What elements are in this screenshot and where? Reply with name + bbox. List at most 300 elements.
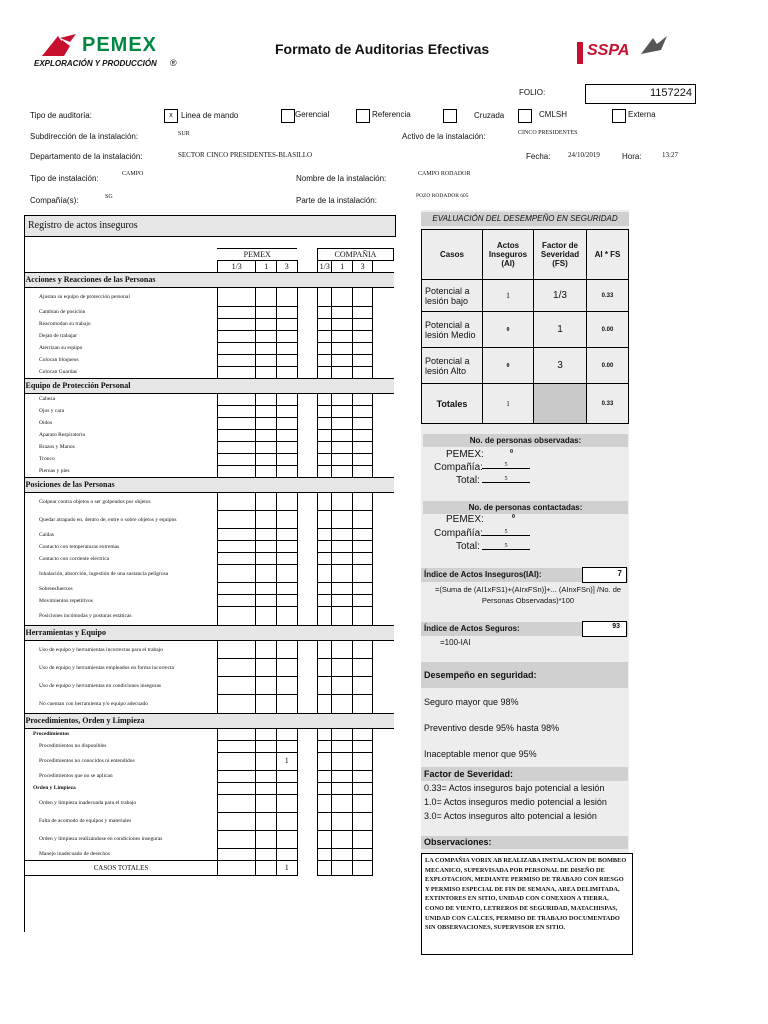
tally-cell[interactable] xyxy=(256,318,276,330)
tally-cell[interactable] xyxy=(317,659,331,677)
separator-cell xyxy=(297,770,317,782)
tally-cell[interactable] xyxy=(276,306,297,318)
tally-cell[interactable] xyxy=(317,342,331,354)
tally-cell[interactable] xyxy=(256,342,276,354)
tally-cell[interactable] xyxy=(317,640,331,659)
observaciones-box[interactable] xyxy=(421,853,633,955)
checkbox-referencia[interactable] xyxy=(356,109,370,123)
tally-cell[interactable] xyxy=(332,565,352,583)
tally-cell[interactable] xyxy=(276,511,297,529)
tally-cell[interactable] xyxy=(317,393,331,405)
separator-cell xyxy=(297,695,317,714)
tally-cell[interactable] xyxy=(276,595,297,607)
tally-cell[interactable] xyxy=(332,417,352,429)
tally-cell[interactable] xyxy=(276,405,297,417)
tally-cell[interactable] xyxy=(276,728,297,740)
tally-cell[interactable] xyxy=(276,342,297,354)
tally-cell[interactable] xyxy=(256,830,276,848)
section-title: Posiciones de las Personas xyxy=(25,477,394,492)
tally-cell[interactable] xyxy=(256,366,276,378)
tally-cell[interactable] xyxy=(332,752,352,770)
tally-cell[interactable] xyxy=(317,740,331,752)
tally-cell[interactable] xyxy=(352,511,372,529)
tally-cell[interactable] xyxy=(352,848,372,860)
separator-cell xyxy=(297,794,317,812)
ias-formula: =100-IAI xyxy=(440,638,471,647)
row-label: Oídos xyxy=(25,417,218,429)
tally-cell[interactable] xyxy=(256,860,276,875)
tally-cell[interactable] xyxy=(317,848,331,860)
tally-cell[interactable] xyxy=(317,541,331,553)
tally-cell[interactable] xyxy=(217,595,256,607)
tally-cell[interactable] xyxy=(276,553,297,565)
tally-cell[interactable] xyxy=(317,306,331,318)
tally-cell[interactable] xyxy=(217,848,256,860)
tally-cell[interactable] xyxy=(217,417,256,429)
tally-cell[interactable] xyxy=(332,529,352,541)
tally-cell[interactable] xyxy=(332,429,352,441)
separator-cell xyxy=(297,782,317,794)
hora-label: Hora: xyxy=(622,152,642,161)
tally-cell[interactable] xyxy=(256,405,276,417)
tally-cell[interactable] xyxy=(276,541,297,553)
tally-cell[interactable] xyxy=(352,752,372,770)
tally-cell[interactable] xyxy=(256,607,276,626)
checkbox-gerencial[interactable] xyxy=(281,109,295,123)
tally-cell[interactable] xyxy=(276,812,297,830)
tally-cell[interactable] xyxy=(332,366,352,378)
separator-cell xyxy=(297,441,317,453)
totals-value[interactable]: 1 xyxy=(276,860,297,875)
tally-cell[interactable] xyxy=(217,441,256,453)
tally-cell[interactable] xyxy=(332,728,352,740)
tally-cell[interactable] xyxy=(352,405,372,417)
tally-cell[interactable] xyxy=(332,794,352,812)
tally-cell[interactable] xyxy=(276,740,297,752)
tally-cell[interactable] xyxy=(276,607,297,626)
tally-cell[interactable] xyxy=(276,453,297,465)
tally-cell[interactable] xyxy=(317,794,331,812)
fecha-value: 24/10/2019 xyxy=(568,151,600,159)
tally-cell[interactable] xyxy=(217,529,256,541)
tally-cell[interactable] xyxy=(256,752,276,770)
tally-cell[interactable] xyxy=(317,565,331,583)
tally-cell[interactable] xyxy=(332,318,352,330)
tally-cell[interactable] xyxy=(256,492,276,511)
tally-cell[interactable] xyxy=(352,607,372,626)
tally-cell[interactable] xyxy=(332,595,352,607)
tally-cell[interactable] xyxy=(317,770,331,782)
tally-cell[interactable] xyxy=(256,354,276,366)
checkbox-cruzada[interactable] xyxy=(443,109,457,123)
tally-cell[interactable] xyxy=(317,453,331,465)
tally-cell[interactable] xyxy=(332,782,352,794)
tally-cell[interactable] xyxy=(256,393,276,405)
tally-cell[interactable] xyxy=(276,441,297,453)
separator-cell xyxy=(297,728,317,740)
tally-cell[interactable] xyxy=(256,659,276,677)
tally-cell[interactable] xyxy=(332,640,352,659)
tally-cell[interactable] xyxy=(256,782,276,794)
row-label: Golpear contra objetos o ser golpeados por objetos xyxy=(25,492,218,511)
tally-cell[interactable] xyxy=(217,740,256,752)
separator-cell xyxy=(297,752,317,770)
tally-cell[interactable] xyxy=(256,848,276,860)
tally-cell[interactable] xyxy=(256,640,276,659)
tally-cell[interactable] xyxy=(276,529,297,541)
tally-cell[interactable] xyxy=(256,429,276,441)
tally-cell[interactable] xyxy=(217,306,256,318)
tally-cell[interactable] xyxy=(352,465,372,477)
tally-cell[interactable] xyxy=(332,492,352,511)
fecha-label: Fecha: xyxy=(526,152,551,161)
tally-cell[interactable] xyxy=(256,728,276,740)
tally-cell[interactable] xyxy=(256,541,276,553)
tally-cell[interactable] xyxy=(217,752,256,770)
tally-cell[interactable] xyxy=(217,659,256,677)
tally-cell[interactable] xyxy=(217,492,256,511)
tally-cell[interactable] xyxy=(217,453,256,465)
tally-cell[interactable] xyxy=(217,860,256,875)
tally-cell[interactable] xyxy=(217,553,256,565)
tally-cell[interactable] xyxy=(276,782,297,794)
tally-cell[interactable] xyxy=(317,465,331,477)
tally-cell[interactable] xyxy=(352,583,372,595)
table-row xyxy=(25,640,394,659)
tally-cell[interactable] xyxy=(352,441,372,453)
row-label: Ojos y cara xyxy=(25,405,218,417)
checkbox-cmlsh[interactable] xyxy=(518,109,532,123)
separator-cell xyxy=(297,848,317,860)
tally-cell[interactable] xyxy=(317,330,331,342)
checkbox-externa[interactable] xyxy=(612,109,626,123)
tally-cell[interactable] xyxy=(276,354,297,366)
tally-cell[interactable] xyxy=(256,511,276,529)
tally-cell[interactable] xyxy=(352,794,372,812)
tally-cell[interactable] xyxy=(276,318,297,330)
tally-cell[interactable] xyxy=(332,354,352,366)
row-label: Procedimientos que no se aplican xyxy=(25,770,218,782)
table-row xyxy=(25,583,394,595)
contactadas-pemex: 0 xyxy=(512,514,515,520)
sspa-logo: SSPA xyxy=(575,34,675,70)
tally-cell[interactable] xyxy=(317,595,331,607)
tally-cell[interactable] xyxy=(317,366,331,378)
tally-cell[interactable] xyxy=(332,812,352,830)
row-label: Dejan de trabajar xyxy=(25,330,218,342)
table-row xyxy=(25,695,394,714)
tally-cell[interactable] xyxy=(332,405,352,417)
tally-cell[interactable] xyxy=(332,770,352,782)
table-row xyxy=(25,492,394,511)
tally-cell[interactable] xyxy=(332,288,352,307)
tally-cell[interactable] xyxy=(352,565,372,583)
tally-cell[interactable] xyxy=(276,848,297,860)
tally-cell[interactable] xyxy=(317,695,331,714)
tally-cell[interactable] xyxy=(276,640,297,659)
tally-cell[interactable] xyxy=(352,354,372,366)
tally-cell[interactable] xyxy=(256,695,276,714)
tally-cell[interactable] xyxy=(276,794,297,812)
tally-cell[interactable] xyxy=(332,860,352,875)
tally-cell[interactable] xyxy=(317,441,331,453)
tally-cell[interactable] xyxy=(352,830,372,848)
tally-cell[interactable] xyxy=(317,492,331,511)
tally-cell[interactable] xyxy=(217,830,256,848)
subsection-title: Orden y Limpieza xyxy=(25,782,218,794)
tally-cell[interactable] xyxy=(276,770,297,782)
tally-cell[interactable] xyxy=(317,288,331,307)
tally-cell[interactable] xyxy=(332,465,352,477)
nombre-instalacion-value: CAMPO RODADOR xyxy=(418,171,471,177)
tally-cell[interactable] xyxy=(217,583,256,595)
tally-cell[interactable] xyxy=(276,830,297,848)
tally-cell[interactable] xyxy=(217,330,256,342)
tally-cell[interactable] xyxy=(276,366,297,378)
tipo-instalacion-label: Tipo de instalación: xyxy=(30,174,99,183)
tally-cell[interactable] xyxy=(217,465,256,477)
folio-field[interactable]: 1157224 xyxy=(585,84,696,104)
tally-cell[interactable] xyxy=(332,330,352,342)
tally-cell[interactable] xyxy=(352,330,372,342)
tally-cell[interactable] xyxy=(332,659,352,677)
row-label: Uso de equipo y herramientas empleados en forma incorrecta xyxy=(25,659,218,677)
tally-cell[interactable] xyxy=(352,366,372,378)
tally-cell[interactable] xyxy=(317,830,331,848)
tally-cell[interactable] xyxy=(352,782,372,794)
tally-cell[interactable] xyxy=(256,306,276,318)
tally-cell[interactable] xyxy=(352,453,372,465)
tally-cell[interactable] xyxy=(317,417,331,429)
row-label: Aterrizan su equipo xyxy=(25,342,218,354)
desempeno-preventivo: Preventivo desde 95% hasta 98% xyxy=(424,723,560,733)
tally-cell[interactable] xyxy=(217,541,256,553)
ias-label: Índice de Actos Seguros: xyxy=(421,622,628,636)
subdireccion-value: SUR xyxy=(178,131,190,137)
tally-cell[interactable]: 1 xyxy=(276,752,297,770)
tally-cell[interactable] xyxy=(352,770,372,782)
tally-cell[interactable] xyxy=(217,677,256,695)
tally-cell[interactable] xyxy=(332,677,352,695)
tally-cell[interactable] xyxy=(352,306,372,318)
tally-cell[interactable] xyxy=(352,659,372,677)
tally-cell[interactable] xyxy=(352,728,372,740)
totals-label: CASOS TOTALES xyxy=(25,860,218,875)
tally-cell[interactable] xyxy=(217,607,256,626)
tally-cell[interactable] xyxy=(352,677,372,695)
tally-cell[interactable] xyxy=(256,812,276,830)
tally-cell[interactable] xyxy=(352,860,372,875)
tally-cell[interactable] xyxy=(332,607,352,626)
tally-cell[interactable] xyxy=(317,354,331,366)
tally-cell[interactable] xyxy=(217,342,256,354)
row-label: Inhalación, absorción, ingestión de una sustancia peligrosa xyxy=(25,565,218,583)
observadas-compania: 5 xyxy=(482,462,530,469)
tally-cell[interactable] xyxy=(352,417,372,429)
tally-cell[interactable] xyxy=(217,393,256,405)
separator-cell xyxy=(297,740,317,752)
table-row xyxy=(25,511,394,529)
tally-cell[interactable] xyxy=(217,366,256,378)
tally-cell[interactable] xyxy=(256,553,276,565)
separator-cell xyxy=(297,860,317,875)
totals-row xyxy=(25,860,394,875)
tally-cell[interactable] xyxy=(332,740,352,752)
row-label: Uso de equipo y herramientas incorrectas para el trabajo xyxy=(25,640,218,659)
tally-cell[interactable] xyxy=(317,860,331,875)
tally-cell[interactable] xyxy=(332,511,352,529)
separator-cell xyxy=(297,607,317,626)
table-row xyxy=(25,659,394,677)
tally-cell[interactable] xyxy=(276,417,297,429)
tally-cell[interactable] xyxy=(317,553,331,565)
tally-cell[interactable] xyxy=(217,695,256,714)
tally-cell[interactable] xyxy=(256,677,276,695)
tally-cell[interactable] xyxy=(256,453,276,465)
table-row xyxy=(25,677,394,695)
tally-cell[interactable] xyxy=(352,541,372,553)
tally-cell[interactable] xyxy=(332,306,352,318)
tally-cell[interactable] xyxy=(256,565,276,583)
table-row xyxy=(25,607,394,626)
tally-cell[interactable] xyxy=(317,752,331,770)
table-row xyxy=(25,405,394,417)
tally-cell[interactable] xyxy=(332,695,352,714)
tally-cell[interactable] xyxy=(256,740,276,752)
tally-cell[interactable] xyxy=(332,453,352,465)
registered-mark: ® xyxy=(170,58,177,68)
tally-cell[interactable] xyxy=(352,812,372,830)
tally-cell[interactable] xyxy=(276,695,297,714)
tally-cell[interactable] xyxy=(352,553,372,565)
tally-cell[interactable] xyxy=(352,529,372,541)
tally-cell[interactable] xyxy=(217,429,256,441)
pemex-group-header: PEMEX xyxy=(217,249,297,261)
tally-cell[interactable] xyxy=(276,659,297,677)
tally-cell[interactable] xyxy=(276,465,297,477)
row-label: Falta de acomodo de equipos y materiales xyxy=(25,812,218,830)
tally-cell[interactable] xyxy=(317,405,331,417)
tally-cell[interactable] xyxy=(352,393,372,405)
tally-cell[interactable] xyxy=(256,770,276,782)
tally-cell[interactable] xyxy=(317,529,331,541)
tally-cell[interactable] xyxy=(217,640,256,659)
tally-cell[interactable] xyxy=(276,677,297,695)
tipo-auditoria-label: Tipo de auditoría: xyxy=(30,111,92,120)
sspa-emblem-icon xyxy=(639,34,669,58)
tally-cell[interactable] xyxy=(352,492,372,511)
tally-cell[interactable] xyxy=(332,541,352,553)
tally-cell[interactable] xyxy=(332,553,352,565)
registro-title-box xyxy=(24,215,396,237)
tally-cell[interactable] xyxy=(352,429,372,441)
row-label: Piernas y pies xyxy=(25,465,218,477)
tally-cell[interactable] xyxy=(332,441,352,453)
table-row xyxy=(25,366,394,378)
tally-cell[interactable] xyxy=(352,342,372,354)
tally-cell[interactable] xyxy=(256,529,276,541)
table-row xyxy=(25,595,394,607)
tally-cell[interactable] xyxy=(352,695,372,714)
tally-cell[interactable] xyxy=(352,318,372,330)
tally-cell[interactable] xyxy=(317,677,331,695)
table-row xyxy=(25,441,394,453)
col-header-2: 3 xyxy=(276,261,297,273)
tally-cell[interactable] xyxy=(276,288,297,307)
tally-cell[interactable] xyxy=(317,812,331,830)
iai-label: Índice de Actos Inseguros(IAI): xyxy=(421,568,628,582)
tally-cell[interactable] xyxy=(256,583,276,595)
tally-cell[interactable] xyxy=(217,565,256,583)
tally-cell[interactable] xyxy=(332,583,352,595)
tally-cell[interactable] xyxy=(332,393,352,405)
table-row xyxy=(25,318,394,330)
tally-cell[interactable] xyxy=(276,583,297,595)
tally-cell[interactable] xyxy=(352,595,372,607)
row-label: Procedimientos no disponibles xyxy=(25,740,218,752)
tally-cell[interactable] xyxy=(352,740,372,752)
tally-cell[interactable] xyxy=(217,812,256,830)
tally-cell[interactable] xyxy=(217,318,256,330)
tally-cell[interactable] xyxy=(217,405,256,417)
tally-cell[interactable] xyxy=(256,441,276,453)
table-row xyxy=(25,740,394,752)
tally-cell[interactable] xyxy=(217,354,256,366)
tally-cell[interactable] xyxy=(317,511,331,529)
tally-cell[interactable] xyxy=(256,465,276,477)
tally-cell[interactable] xyxy=(276,393,297,405)
table-row xyxy=(25,541,394,553)
tally-cell[interactable] xyxy=(276,492,297,511)
tally-cell[interactable] xyxy=(317,318,331,330)
tally-cell[interactable] xyxy=(256,417,276,429)
contactadas-compania: 5 xyxy=(482,529,530,536)
tally-cell[interactable] xyxy=(317,429,331,441)
tally-cell[interactable] xyxy=(217,770,256,782)
tally-cell[interactable] xyxy=(256,595,276,607)
tally-cell[interactable] xyxy=(317,583,331,595)
row-label: Colocan bloqueos xyxy=(25,354,218,366)
tally-cell[interactable] xyxy=(352,640,372,659)
tally-cell[interactable] xyxy=(332,848,352,860)
departamento-value: SECTOR CINCO PRESIDENTES-BLASILLO xyxy=(178,151,313,159)
tally-cell[interactable] xyxy=(276,429,297,441)
tally-cell[interactable] xyxy=(332,830,352,848)
separator-cell xyxy=(297,541,317,553)
tally-cell[interactable] xyxy=(256,330,276,342)
tally-cell[interactable] xyxy=(276,565,297,583)
separator-cell xyxy=(297,659,317,677)
tally-cell[interactable] xyxy=(317,607,331,626)
tally-cell[interactable] xyxy=(256,794,276,812)
tally-cell[interactable] xyxy=(217,288,256,307)
row-label: Cambian de posición xyxy=(25,306,218,318)
table-row xyxy=(25,794,394,812)
table-row xyxy=(25,330,394,342)
checkbox-linea-de-mando[interactable]: x xyxy=(164,109,178,123)
tally-cell[interactable] xyxy=(332,342,352,354)
tally-cell[interactable] xyxy=(217,794,256,812)
tally-cell[interactable] xyxy=(217,511,256,529)
tally-cell[interactable] xyxy=(217,728,256,740)
tally-cell[interactable] xyxy=(352,288,372,307)
tally-cell[interactable] xyxy=(317,782,331,794)
tally-cell[interactable] xyxy=(217,782,256,794)
tally-cell[interactable] xyxy=(256,288,276,307)
separator-cell xyxy=(297,529,317,541)
tally-cell[interactable] xyxy=(317,728,331,740)
tally-cell[interactable] xyxy=(276,330,297,342)
